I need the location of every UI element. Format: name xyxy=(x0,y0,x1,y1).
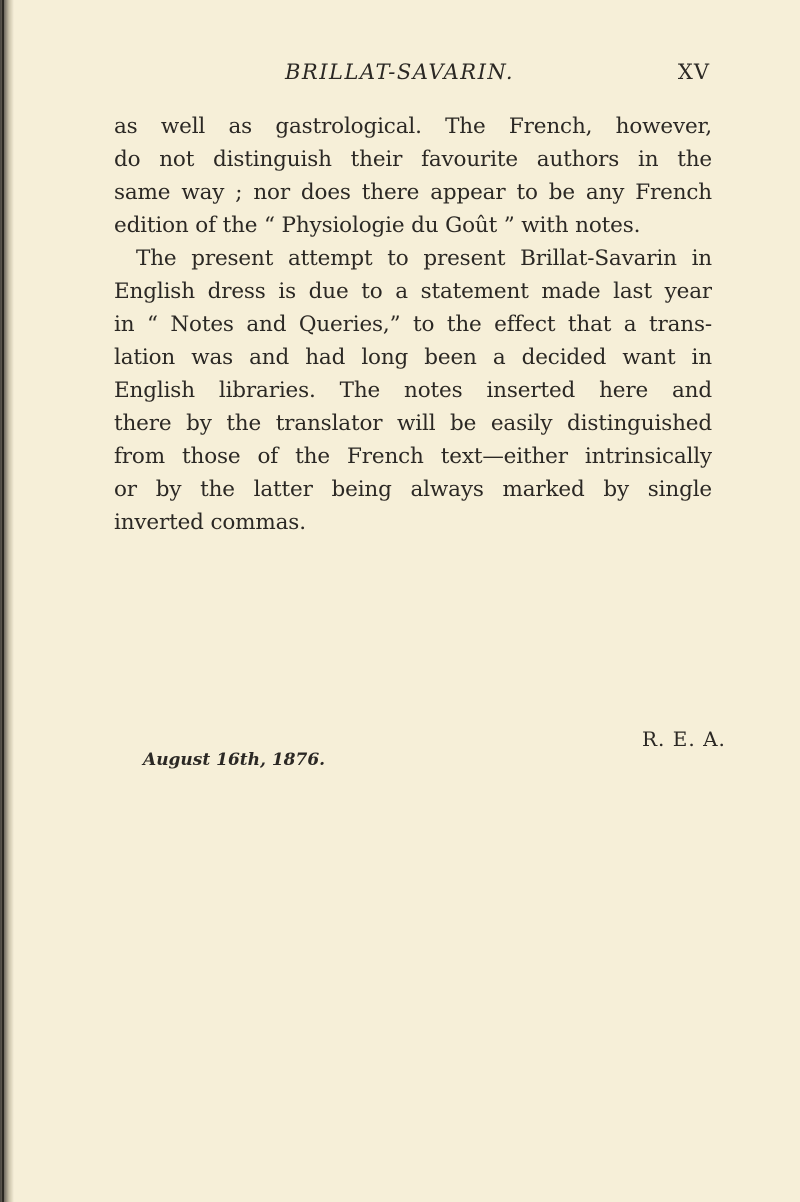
dateline: August 16th, 1876. xyxy=(143,750,326,770)
text-line: English dress is due to a statement made last year xyxy=(114,279,712,304)
text-line: in “ Notes and Queries,” to the effect that a trans- xyxy=(114,312,712,337)
text-line: from those of the French text—either intrinsically xyxy=(114,444,712,469)
text-line: or by the latter being always marked by single xyxy=(114,477,712,502)
text-line: edition of the “ Physiologie du Goût ” with notes. xyxy=(114,213,641,238)
text-line: as well as gastrological. The French, however, xyxy=(114,114,712,139)
running-title: BRILLAT-SAVARIN. xyxy=(285,60,515,84)
running-head xyxy=(100,60,710,90)
text-line: inverted commas. xyxy=(114,510,306,535)
body-paragraphs xyxy=(114,110,712,539)
page-number: XV xyxy=(677,60,710,84)
text-line: English libraries. The notes inserted here and xyxy=(114,378,712,403)
text-line: do not distinguish their favourite authors in the xyxy=(114,147,712,172)
signature-initials: R. E. A. xyxy=(642,727,726,751)
text-line: there by the translator will be easily distinguished xyxy=(114,411,712,436)
text-line: same way ; nor does there appear to be any French xyxy=(114,180,712,205)
text-line: lation was and had long been a decided want in xyxy=(114,345,712,370)
binding-shadow-line xyxy=(2,0,4,1202)
text-line: The present attempt to present Brillat-Savarin in xyxy=(136,246,712,271)
